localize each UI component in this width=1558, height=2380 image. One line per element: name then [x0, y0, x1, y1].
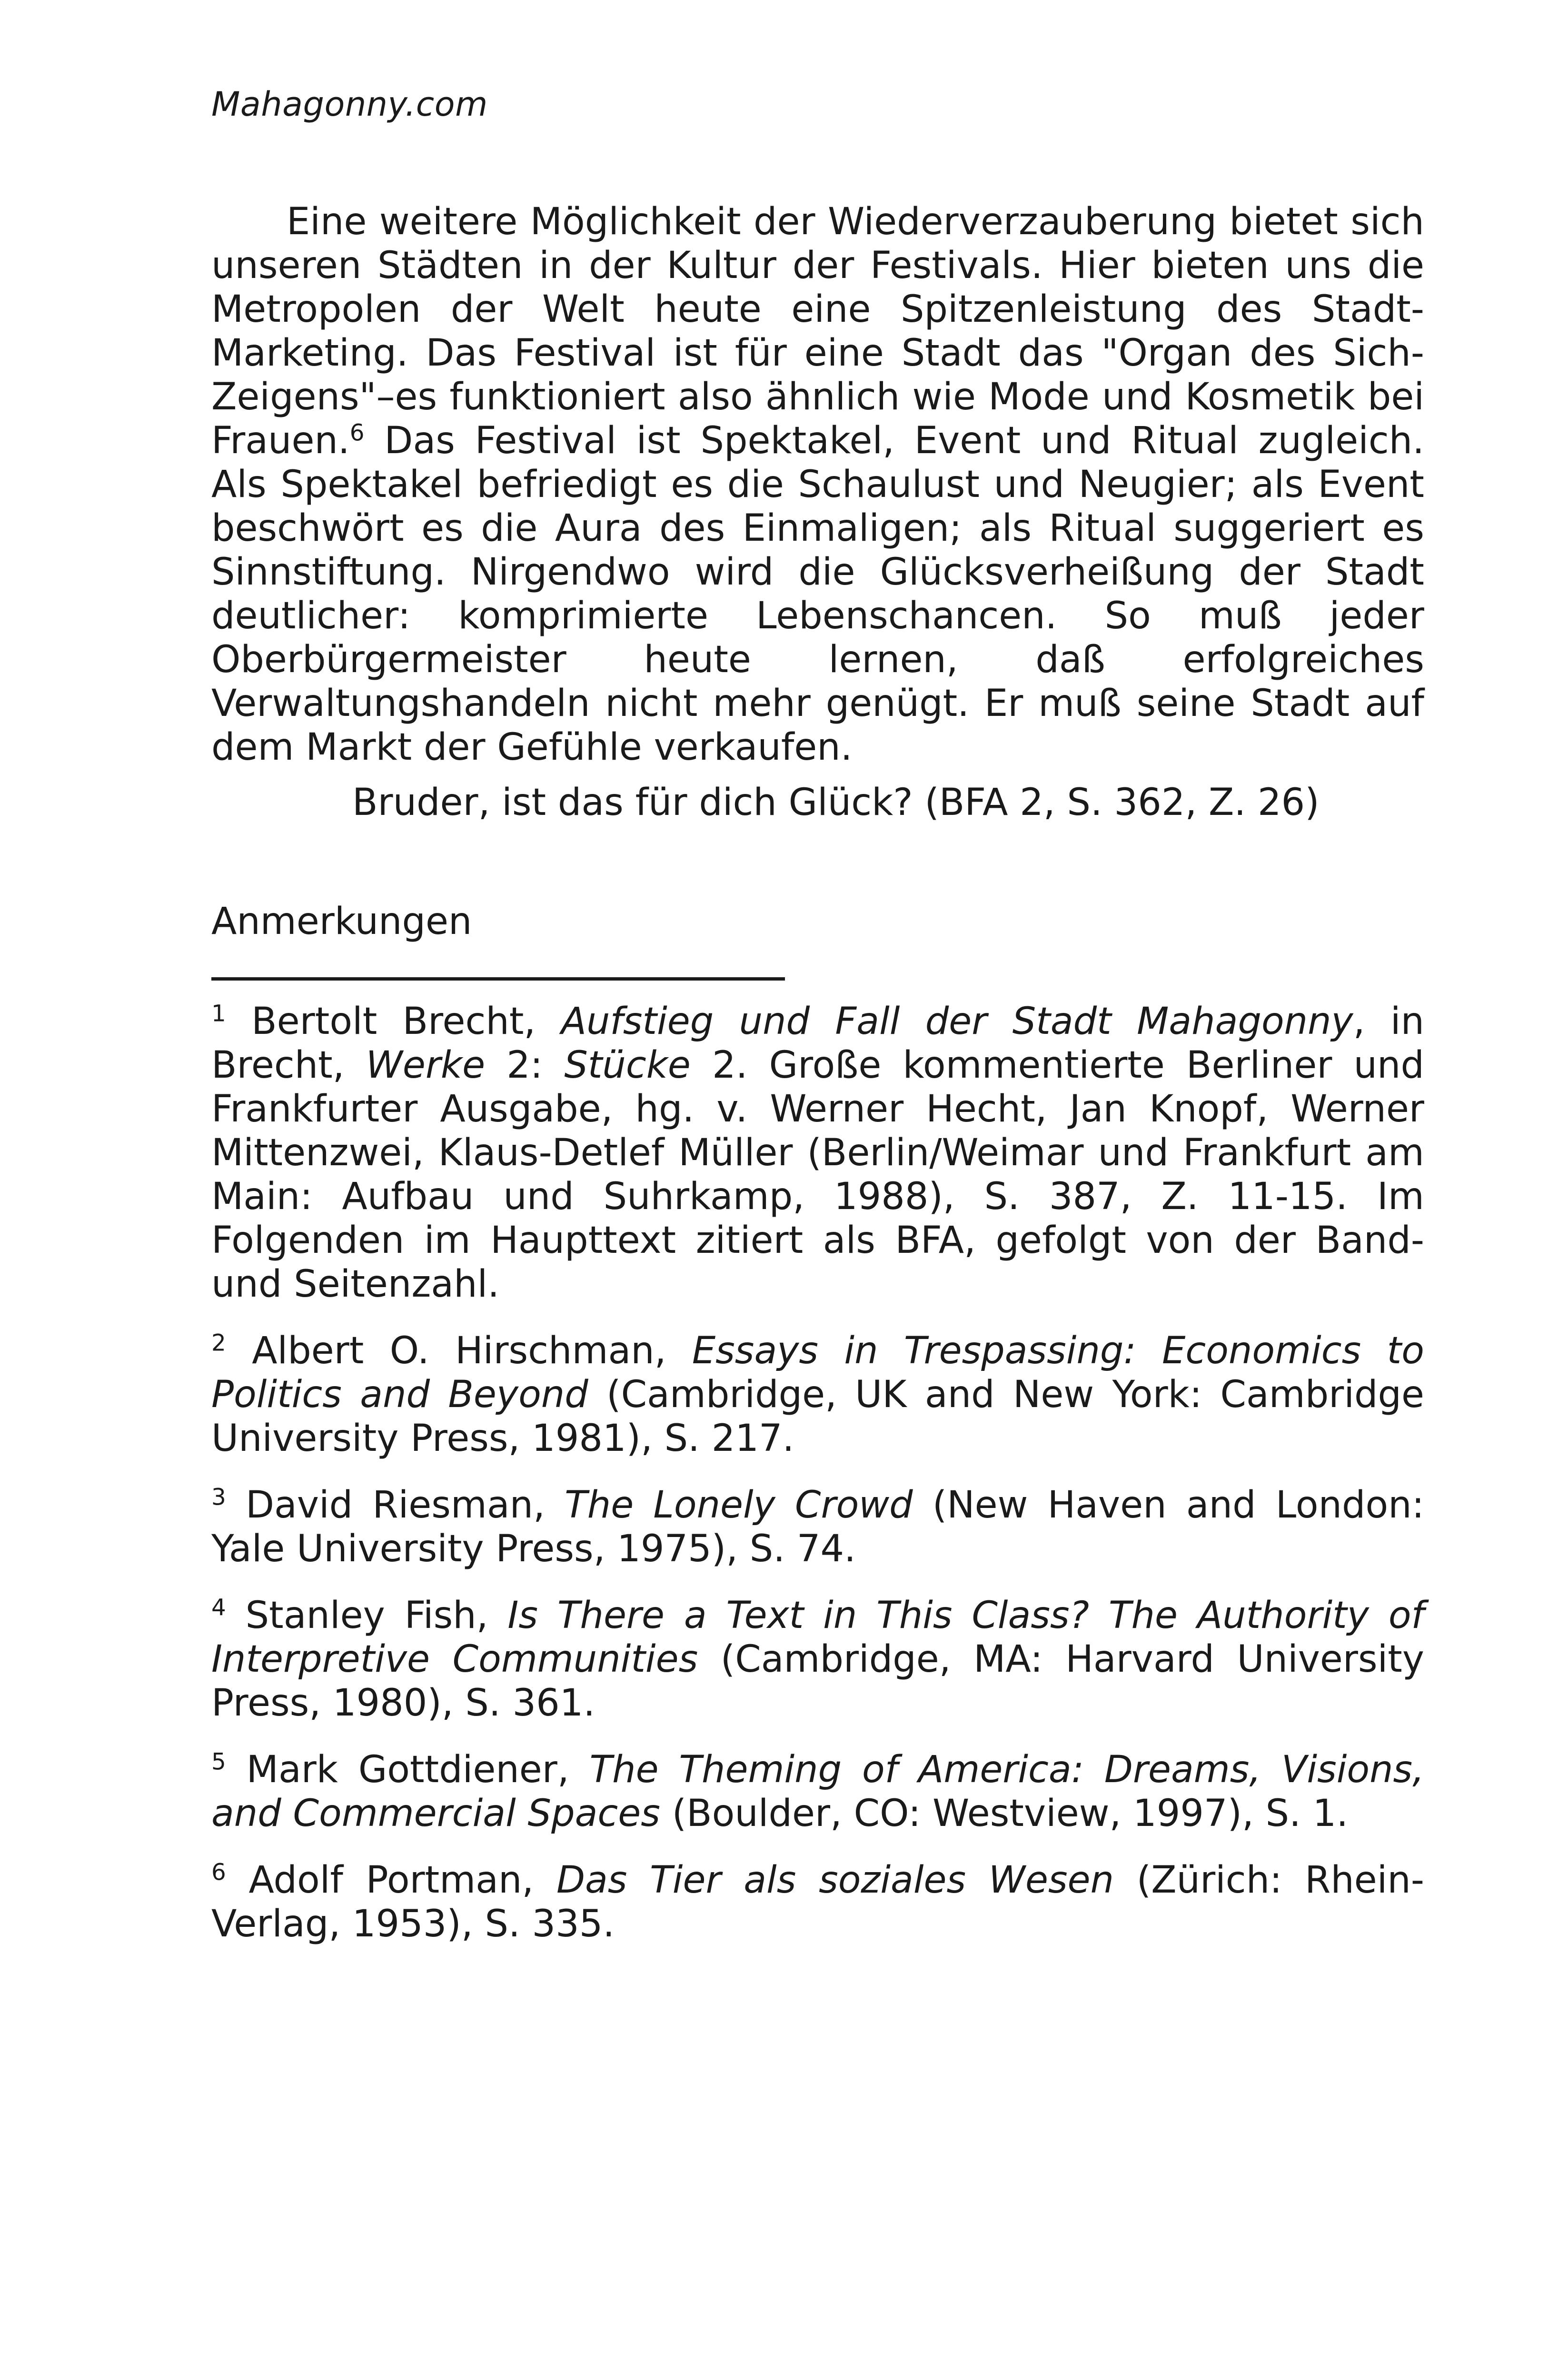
footnote-title: Stücke [564, 1044, 691, 1087]
footnote-text: Stanley Fish, [226, 1594, 508, 1637]
footnote-4 [211, 1594, 1424, 1725]
footnote-title: Werke [366, 1044, 486, 1087]
footnote-text: (New Haven and London: Yale University Press, 1975), S. 74. [211, 1484, 1424, 1570]
footnote-text: Albert O. Hirschman, [226, 1329, 692, 1372]
body-paragraph-part-2: Das Festival ist Spektakel, Event und Ritual zugleich. Als Spektakel befriedigt es die Schaulust und Neugier; als Event beschwört es die Aura des Einmaligen; als Ritual suggeriert es Sinnstiftung. Nirgendwo wird die Glücksverheißung der Stadt deutlicher: komprimierte Lebenschancen. So muß jeder Oberbürgermeister heute lernen, daß erfolgreiches Verwaltungshandeln nicht mehr genügt. Er muß seine Stadt auf dem Markt der Gefühle verkaufen. [211, 419, 1424, 769]
footnote-text: David Riesman, [226, 1484, 565, 1527]
running-head: Mahagonny.com [211, 85, 488, 124]
footnote-text: , in Brecht, [211, 1000, 1425, 1087]
footnote-text: Bertolt Brecht, [226, 1000, 561, 1043]
footnote-text: (Zürich: Rhein-Verlag, 1953), S. 335. [211, 1859, 1424, 1945]
footnote-number: 3 [211, 1484, 226, 1511]
quote-line: Bruder, ist das für dich Glück? (BFA 2, S. 362, Z. 26) [352, 781, 1320, 824]
footnote-2 [211, 1329, 1424, 1460]
footnote-title: Das Tier als soziales Wesen [556, 1859, 1114, 1902]
body-paragraph [211, 200, 1424, 769]
footnote-number: 2 [211, 1329, 226, 1357]
footnote-1 [211, 1000, 1424, 1306]
footnote-title: The Theming of America: Dreams, Visions, and Commercial Spaces [211, 1748, 1424, 1835]
footnote-text: (Cambridge, MA: Harvard University Press, 1980), S. 361. [211, 1638, 1425, 1725]
footnote-text: 2. Große kommentierte Berliner und Frankfurter Ausgabe, hg. v. Werner Hecht, Jan Knopf, Werner Mittenzwei, Klaus-Detlef Müller (Berlin/Weimar und Frankfurt am Main: Aufbau und Suhrkamp, 1988), S. 387, Z. 11-15. Im Folgenden im Haupttext zitiert als BFA, gefolgt von der Band- und Seitenzahl. [211, 1044, 1424, 1306]
notes-heading: Anmerkungen [211, 900, 472, 943]
footnote-text: Mark Gottdiener, [226, 1748, 590, 1791]
footnote-number: 4 [211, 1594, 226, 1621]
footnote-text: 2: [485, 1044, 565, 1087]
footnote-title: The Lonely Crowd [565, 1484, 913, 1527]
footnote-title: Aufstieg und Fall der Stadt Mahagonny [561, 1000, 1353, 1043]
footnote-5 [211, 1748, 1424, 1835]
footnotes-list [211, 1000, 1424, 1969]
footnote-text: Adolf Portman, [226, 1859, 556, 1902]
body-paragraph-part-1: Eine weitere Möglichkeit der Wiederverzauberung bietet sich unseren Städten in der Kultur der Festivals. Hier bieten uns die Metropolen der Welt heute eine Spitzenleistung des Stadt-Marketing. Das Festival ist für eine Stadt das "Organ des Sich-Zeigens"–es funktioniert also ähnlich wie Mode und Kosmetik bei Frauen. [211, 200, 1424, 462]
footnote-ref-6: 6 [349, 419, 365, 446]
footnote-6 [211, 1858, 1424, 1946]
footnote-3 [211, 1483, 1424, 1571]
footnote-text: (Cambridge, UK and New York: Cambridge University Press, 1981), S. 217. [211, 1373, 1424, 1460]
footnote-number: 5 [211, 1748, 226, 1775]
footnote-title: Essays in Trespassing: Economics to Politics and Beyond [211, 1329, 1424, 1416]
footnote-number: 6 [211, 1859, 226, 1886]
footnote-number: 1 [211, 1000, 226, 1027]
footnote-title: Is There a Text in This Class? The Authority of Interpretive Communities [211, 1594, 1424, 1681]
footnote-rule [211, 977, 785, 981]
footnote-text: (Boulder, CO: Westview, 1997), S. 1. [660, 1792, 1349, 1835]
